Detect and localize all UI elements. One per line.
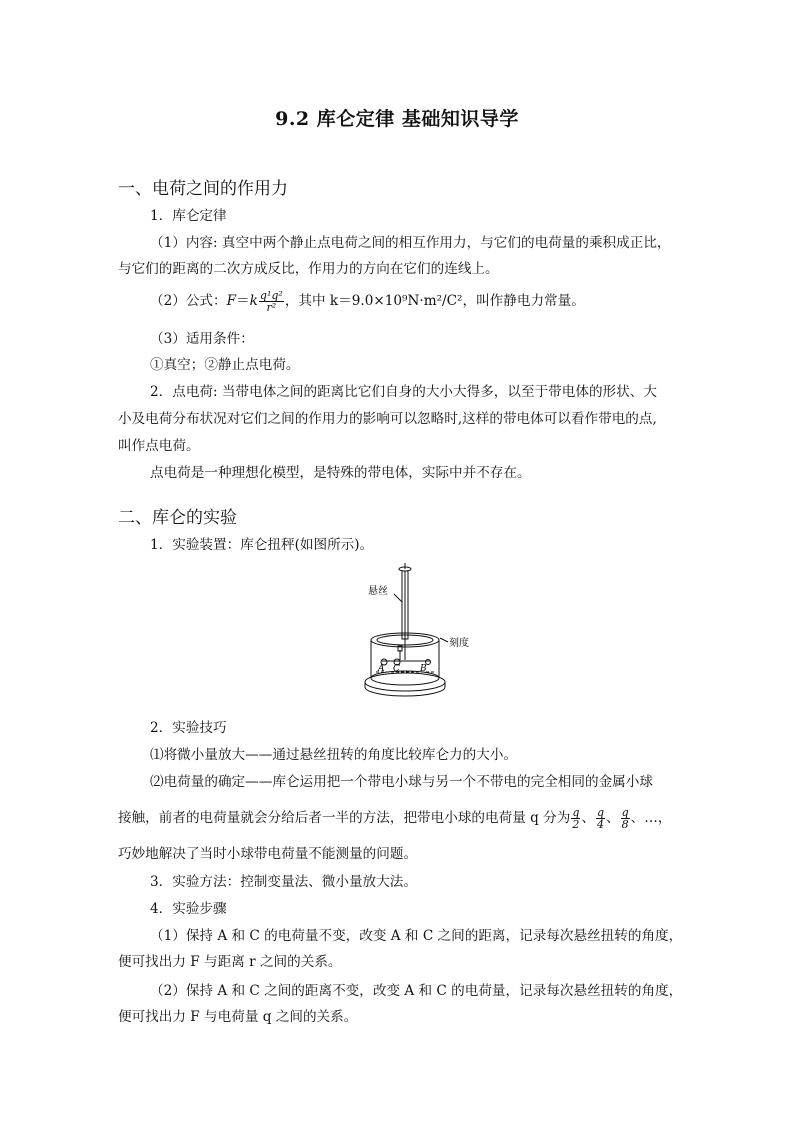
law-formula: [150, 290, 585, 313]
formula-numerator: q¹q²: [259, 289, 283, 302]
formula-prefix: （2）公式：: [150, 293, 227, 309]
formula-fraction: [259, 290, 284, 313]
section-heading-2: 二、库仑的实验: [118, 508, 237, 528]
step-2: （2）保持 A 和 C 之间的距离不变，改变 A 和 C 的电荷量，记录每次悬丝扭转的角度，: [150, 983, 683, 999]
point-charge-cont2: 叫作点电荷。: [118, 438, 200, 454]
law-content-cont: 与它们的距离的二次方成反比，作用力的方向在它们的连线上。: [118, 261, 499, 277]
step-1: （1）保持 A 和 C 的电荷量不变，改变 A 和 C 之间的距离，记录每次悬丝扭转的角度，: [150, 928, 683, 944]
formula-k: k: [249, 293, 258, 309]
point-charge-cont1: 小及电荷分布状况对它们之间的作用力的影响可以忽略时,这样的带电体可以看作带电的点,: [118, 411, 657, 427]
tip-amplify: ⑴将微小量放大——通过悬丝扭转的角度比较库仑力的大小。: [150, 747, 518, 763]
label-a: A: [378, 664, 385, 674]
fraction-q-8: $\frac{q}{8}$: [621, 806, 629, 831]
step-1-cont: 便可找出力 F 与距离 r 之间的关系。: [118, 954, 342, 970]
formula-F: F: [226, 293, 237, 309]
label-scale: 刻度: [449, 638, 469, 649]
formula-denominator: r²: [266, 301, 277, 314]
formula-suffix: ，其中 k＝9.0×10⁹N·m²/C²，叫作静电力常量。: [284, 293, 585, 309]
label-suspension: 悬丝: [368, 586, 388, 597]
item-coulomb-law: 1．库仑定律: [150, 208, 227, 224]
label-c: C: [393, 664, 400, 674]
ellipsis: …，: [644, 810, 672, 826]
label-b: B: [420, 664, 427, 674]
item-apparatus: 1．实验装置：库仑扭秤(如图所示)。: [150, 537, 374, 553]
item-techniques: 2．实验技巧: [150, 720, 227, 736]
item-point-charge: 2．点电荷: 当带电体之间的距离比它们自身的大小大得多，以至于带电体的形状、大: [150, 384, 657, 400]
formula-eq: ＝: [236, 293, 250, 309]
item-steps: 4．实验步骤: [150, 901, 227, 917]
tip-charge-prefix: 接触，前者的电荷量就会分给后者一半的方法，把带电小球的电荷量 q 分为: [118, 810, 571, 826]
tip-charge-cont: 接触，前者的电荷量就会分给后者一半的方法，把带电小球的电荷量 q 分为 $\frac{q}{2}$ 、 $\frac{q}{4}$ 、 $\frac{q}{8}$ 、…，: [118, 806, 672, 831]
tip-charge: ⑵电荷量的确定——库仑运用把一个带电小球与另一个不带电的完全相同的金属小球: [150, 774, 653, 790]
section-heading-1: 一、电荷之间的作用力: [118, 179, 288, 199]
tip-charge-cont2: 巧妙地解决了当时小球带电荷量不能测量的问题。: [118, 846, 418, 862]
condition-items: ①真空；②静止点电荷。: [150, 357, 300, 373]
fraction-q-4: $\frac{q}{4}$: [596, 806, 605, 831]
step-2-cont: 便可找出力 F 与电荷量 q 之间的关系。: [118, 1009, 358, 1025]
applicable-conditions: （3）适用条件：: [150, 331, 254, 347]
page-title: 9.2 库仑定律 基础知识导学: [275, 108, 519, 130]
point-charge-note: 点电荷是一种理想化模型，是特殊的带电体，实际中并不存在。: [150, 465, 531, 481]
law-content: （1）内容: 真空中两个静止点电荷之间的相互作用力，与它们的电荷量的乘积成正比，: [150, 235, 671, 251]
torsion-balance-figure: [360, 560, 480, 700]
fraction-q-2: $\frac{q}{2}$: [572, 806, 580, 831]
item-method: 3．实验方法：控制变量法、微小量放大法。: [150, 874, 417, 890]
